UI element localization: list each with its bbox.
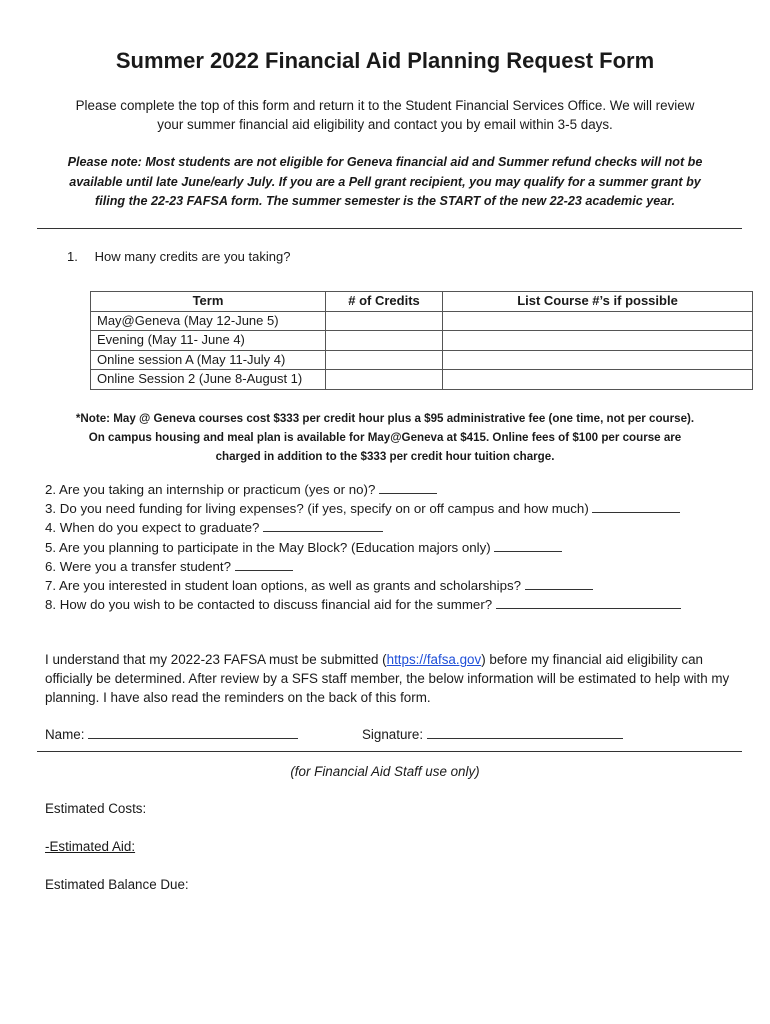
question-text: 2. Are you taking an internship or practicum (yes or no)?: [45, 482, 376, 497]
courses-cell[interactable]: [443, 370, 753, 390]
fee-note-line: *Note: May @ Geneva courses cost $333 per credit hour plus a $95 administrative fee (one time, not per course).: [75, 412, 695, 425]
term-cell: May@Geneva (May 12-June 5): [91, 311, 326, 331]
question-text: 8. How do you wish to be contacted to discuss financial aid for the summer?: [45, 597, 493, 613]
questions-list: [45, 480, 681, 614]
answer-blank[interactable]: [525, 577, 593, 590]
term-cell: Evening (May 11- June 4): [91, 331, 326, 351]
question-number: 1.: [67, 249, 78, 264]
column-header-courses: List Course #’s if possible: [443, 292, 753, 312]
courses-cell[interactable]: [443, 331, 753, 351]
table-header-row: [91, 292, 753, 312]
table-row: [91, 370, 753, 390]
column-header-term: Term: [91, 292, 326, 312]
note-line: Please note: Most students are not eligible for Geneva financial aid and Summer refund checks will not be: [67, 155, 703, 169]
staff-divider: [37, 751, 742, 752]
signature-input-line[interactable]: [427, 726, 623, 739]
name-input-line[interactable]: [88, 726, 298, 739]
table-row: [91, 350, 753, 370]
question-2: [45, 480, 681, 499]
ack-text: I understand that my 2022-23 FAFSA must be submitted (: [45, 652, 387, 667]
estimated-costs-label: Estimated Costs:: [45, 801, 147, 816]
answer-blank[interactable]: [235, 558, 293, 571]
term-cell: Online Session 2 (June 8-August 1): [91, 370, 326, 390]
credits-cell[interactable]: [326, 311, 443, 331]
question-6: [45, 557, 681, 576]
courses-cell[interactable]: [443, 350, 753, 370]
credits-cell[interactable]: [326, 350, 443, 370]
name-label: Name:: [45, 727, 85, 742]
eligibility-note: [40, 153, 730, 212]
fee-note-line: On campus housing and meal plan is available for May@Geneva at $415. Online fees of $100 per course are: [88, 431, 682, 444]
estimated-balance-label: Estimated Balance Due:: [45, 877, 189, 892]
question-1: [67, 249, 290, 264]
credits-table: [90, 291, 753, 390]
credits-cell[interactable]: [326, 370, 443, 390]
fee-note-line: charged in addition to the $333 per credit hour tuition charge.: [215, 450, 555, 463]
question-text: 5. Are you planning to participate in the May Block? (Education majors only): [45, 539, 491, 555]
answer-blank[interactable]: [494, 539, 562, 552]
signature-label: Signature:: [362, 727, 424, 742]
courses-cell[interactable]: [443, 311, 753, 331]
answer-blank[interactable]: [592, 500, 680, 513]
intro-line: your summer financial aid eligibility and contact you by email within 3-5 days.: [157, 117, 613, 132]
answer-blank[interactable]: [263, 519, 383, 532]
fee-note: [40, 409, 730, 466]
estimated-aid-label: -Estimated Aid:: [45, 839, 136, 854]
question-3: [45, 499, 681, 518]
answer-blank[interactable]: [379, 481, 437, 494]
question-text: 3. Do you need funding for living expenses? (if yes, specify on or off campus and how much): [45, 501, 589, 517]
note-line: filing the 22-23 FAFSA form. The summer semester is the START of the new 22-23 academic year.: [95, 194, 675, 208]
ack-text: ) before my financial aid eligibility can officially be determined. After review by a SFS staff member, the below information will be estimated to help with my planning. I have also read the reminders on the back of this form.: [45, 652, 730, 705]
table-row: [91, 311, 753, 331]
name-field: [45, 726, 298, 742]
question-text: 7. Are you interested in student loan options, as well as grants and scholarships?: [45, 578, 522, 594]
question-7: [45, 576, 681, 595]
question-5: [45, 538, 681, 557]
credits-cell[interactable]: [326, 331, 443, 351]
section-divider: [37, 228, 742, 229]
acknowledgement-paragraph: [45, 650, 730, 707]
staff-only-heading: (for Financial Aid Staff use only): [290, 764, 480, 779]
answer-blank[interactable]: [496, 596, 681, 609]
question-text: 6. Were you a transfer student?: [45, 558, 232, 574]
question-4: [45, 518, 681, 537]
question-text: How many credits are you taking?: [94, 249, 291, 264]
question-8: [45, 595, 681, 614]
form-title: Summer 2022 Financial Aid Planning Request Form: [115, 48, 655, 73]
signature-field: [362, 726, 623, 742]
fafsa-link[interactable]: https://fafsa.gov: [386, 652, 482, 667]
table-row: [91, 331, 753, 351]
note-line: available until late June/early July. If you are a Pell grant recipient, you may qualify for a summer grant by: [69, 174, 701, 189]
column-header-credits: # of Credits: [326, 292, 443, 312]
intro-paragraph: [40, 96, 730, 134]
question-text: 4. When do you expect to graduate?: [45, 520, 260, 536]
intro-line: Please complete the top of this form and return it to the Student Financial Services Office. We will review: [75, 98, 695, 113]
term-cell: Online session A (May 11-July 4): [91, 350, 326, 370]
